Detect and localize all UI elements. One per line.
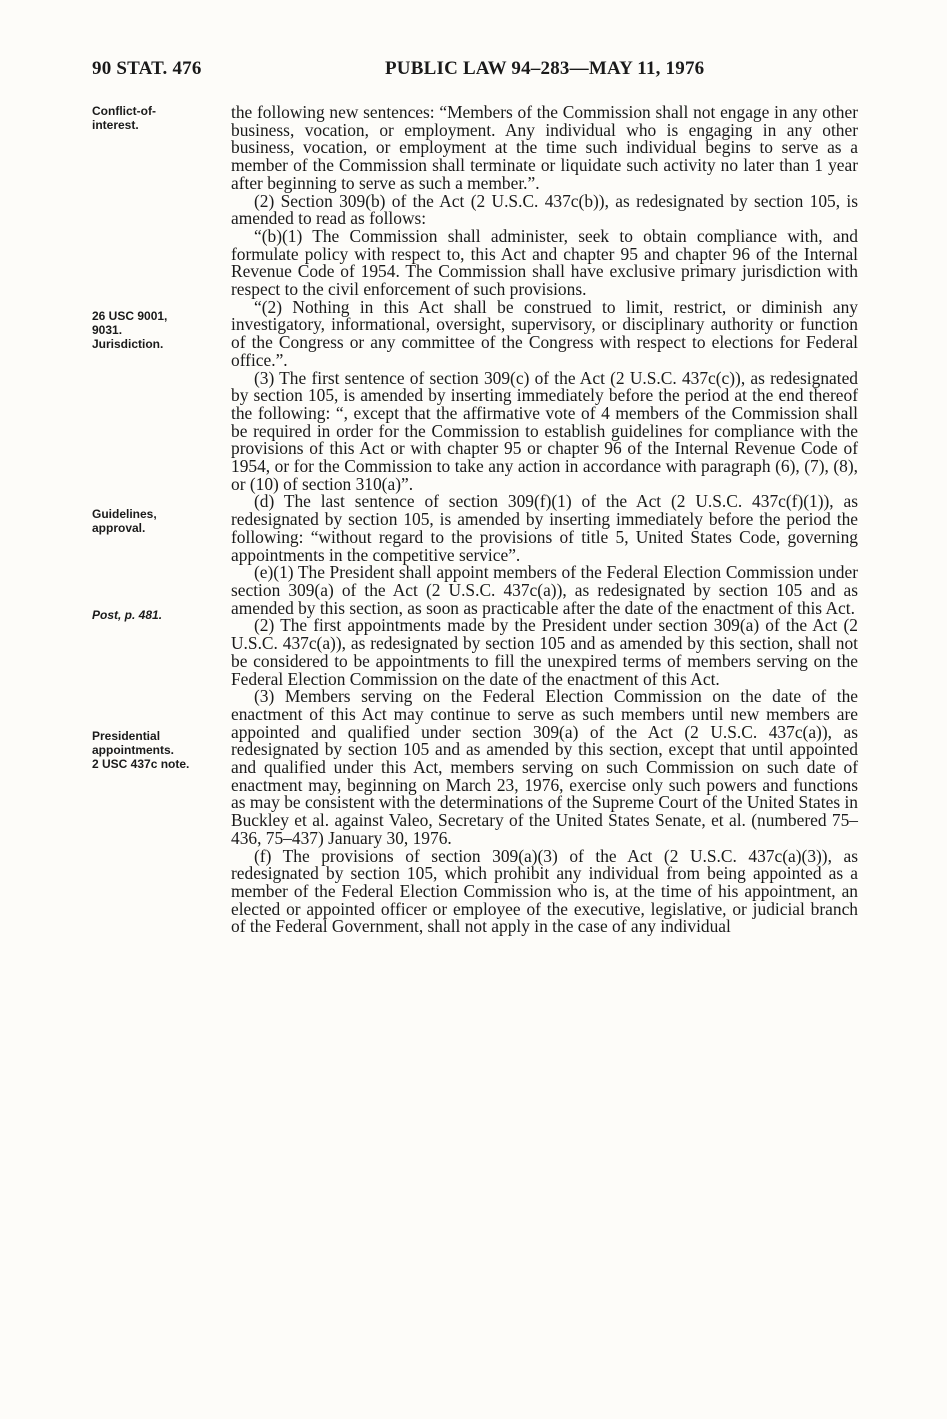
margin-note-guidelines-approval [92, 507, 227, 535]
paragraph-e2-first-appointments: (2) The first appointments made by the President under section 309(a) of the Act (2 U.S.C. 437c(a)), as redesignated by section 105 and as amended by this section, shall not be considered to be appointments to fill the unexpired terms of members serving on the Federal Election Commission on the date of the enactment of this Act. [231, 615, 858, 689]
margin-note-line: 26 USC 9001, [92, 309, 168, 323]
statute-body-text [231, 104, 858, 936]
margin-note-post-reference [92, 608, 227, 622]
page-header [92, 58, 862, 88]
margin-note-usc-jurisdiction [92, 309, 227, 351]
paragraph-conflict-sentences: the following new sentences: “Members of the Commission shall not engage in any other business, vocation, or employment. Any individual who is engaging in any other business, vocation, or employment at the time such individual begins to serve as a member of the Commission shall terminate or liquidate such activity no later than 1 year after beginning to serve as such a member.”. [231, 102, 858, 193]
margin-note-line: interest. [92, 118, 139, 132]
margin-note-line: Post, p. 481. [92, 608, 163, 622]
paragraph-e1-president-appoint: (e)(1) The President shall appoint members of the Federal Election Commission under section 309(a) of the Act (2 U.S.C. 437c(a)), as redesignated by section 105 and as amended by this section, as soon as practicable after the date of the enactment of this Act. [231, 562, 858, 618]
paragraph-f-309a3-provisions: (f) The provisions of section 309(a)(3) of the Act (2 U.S.C. 437c(a)(3)), as redesignated by section 105, which prohibit any individual from being appointed as a member of the Federal Election Commission who is, at the time of his appointment, an elected or appointed officer or employee of the executive, legislative, or judicial branch of the Federal Government, shall not apply in the case of any individual [231, 845, 858, 937]
margin-note-line: 9031. [92, 323, 123, 337]
public-law-title: PUBLIC LAW 94–283—MAY 11, 1976 [385, 58, 705, 79]
margin-note-line: appointments. [92, 743, 175, 757]
margin-note-line: Presidential [92, 729, 161, 743]
paragraph-309b2-congress-authority: “(2) Nothing in this Act shall be construed to limit, restrict, or diminish any investigatory, informational, oversight, supervisory, or disciplinary authority or function of the Congress or any committee of the Congress with respect to elections for Federal office.”. [231, 296, 858, 370]
paragraph-309f1-competitive-service: (d) The last sentence of section 309(f)(1) of the Act (2 U.S.C. 437c(f)(1)), as redesignated by section 105, is amended by inserting immediately before the period the following: “without regard to the provisions of title 5, United States Code, governing appointments in the competitive service”. [231, 491, 858, 565]
paragraph-309b1-administer: “(b)(1) The Commission shall administer, seek to obtain compliance with, and formulate policy with respect to, this Act and chapter 95 and chapter 96 of the Internal Revenue Code of 1954. The Commission shall have exclusive primary jurisdiction with respect to the civil enforcement of such provisions. [231, 225, 858, 300]
margin-note-line: Conflict-of- [92, 104, 156, 118]
margin-note-conflict-of-interest [92, 104, 227, 132]
margin-note-line: approval. [92, 521, 146, 535]
margin-note-line: Jurisdiction. [92, 337, 164, 351]
margin-note-presidential-appointments [92, 729, 227, 771]
paragraph-e3-members-serving: (3) Members serving on the Federal Election Commission on the date of the enactment of this Act may continue to serve as such members until new members are appointed and qualified under section 309(a) of the Act (2 U.S.C. 437c(a)), as redesignated by section 105 and as amended by this section, except that until appointed and qualified under this Act, members serving on such Commission on such date of enactment may, beginning on March 23, 1976, exercise only such powers and functions as may be consistent with the determinations of the Supreme Court of the United States in Buckley et al. against Valeo, Secretary of the United States Senate, et al. (numbered 75–436, 75–437) January 30, 1976. [231, 686, 858, 848]
paragraph-section-309b-intro: (2) Section 309(b) of the Act (2 U.S.C. 437c(b)), as redesignated by section 105, is amended to read as follows: [231, 190, 858, 229]
stat-citation: 90 STAT. 476 [92, 58, 202, 79]
margin-note-line: 2 USC 437c note. [92, 757, 190, 771]
margin-note-line: Guidelines, [92, 507, 157, 521]
paragraph-309c-affirmative-vote: (3) The first sentence of section 309(c) of the Act (2 U.S.C. 437c(c)), as redesignated by section 105, is amended by inserting immediately before the period at the end thereof the following: “, except that the affirmative vote of 4 members of the Commission shall be required in order for the Commission to establish guidelines for compliance with the provisions of this Act or with chapter 95 or chapter 96 of the Internal Revenue Code of 1954, or for the Commission to take any action in accordance with paragraph (6), (7), (8), or (10) of section 310(a)”. [231, 367, 858, 494]
